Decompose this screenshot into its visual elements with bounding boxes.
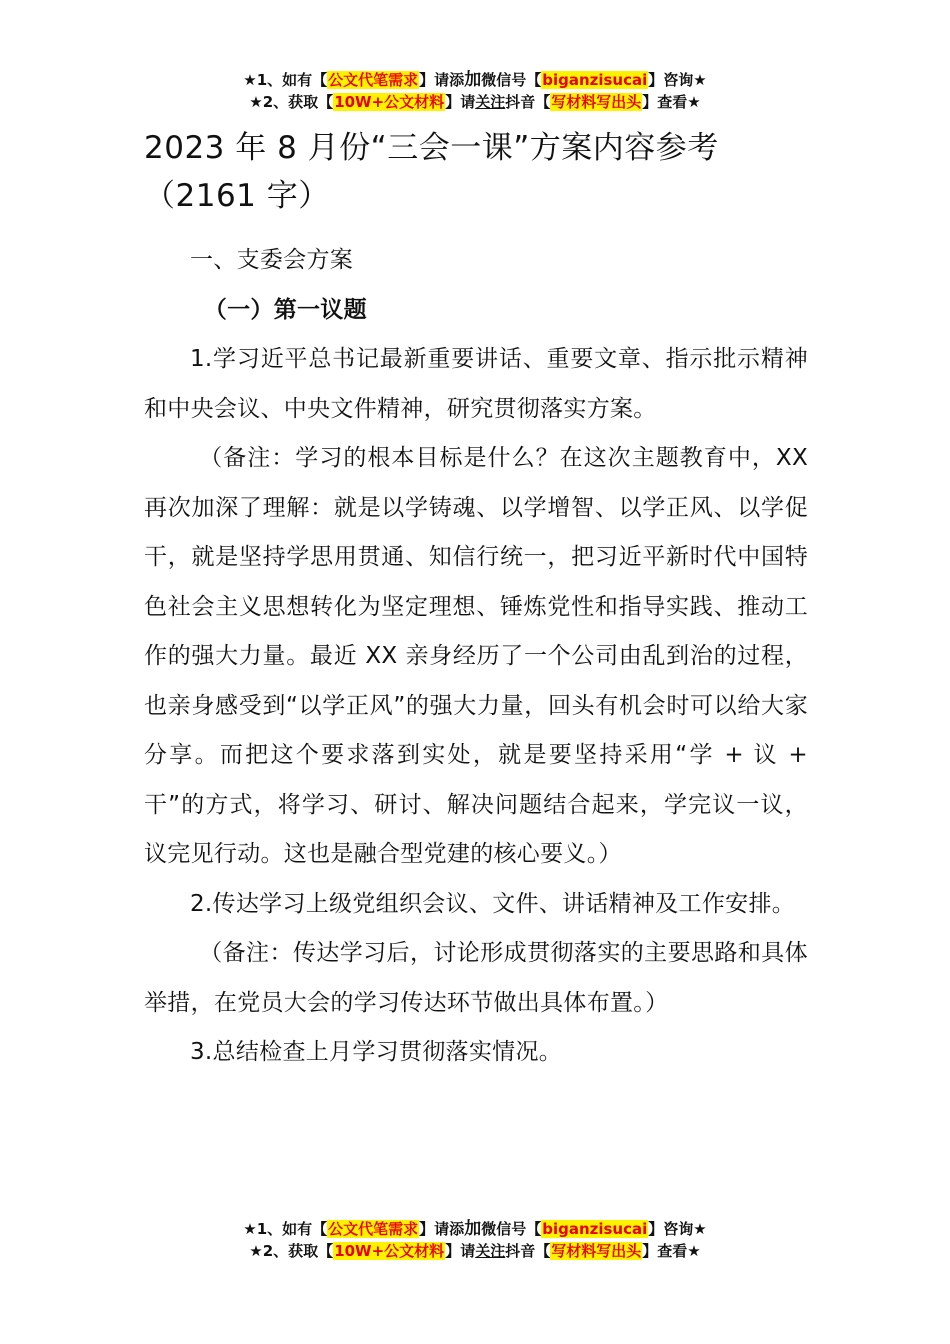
promo-line-2: [0, 91, 950, 113]
promo-highlight: 写材料写出头: [551, 1242, 642, 1260]
promo-text: 抖音【: [505, 1242, 551, 1260]
promo-text: 】请: [445, 1242, 476, 1260]
promo-text: 】咨询★: [648, 71, 707, 89]
promo-text: 微信号【: [481, 1220, 542, 1238]
promo-text: ★2、获取【: [249, 93, 334, 111]
promo-text: 抖音【: [505, 93, 551, 111]
document-body: [144, 124, 808, 1078]
promo-banner-bottom: [0, 1218, 950, 1262]
promo-text: 关注: [475, 1242, 506, 1260]
promo-highlight: 公文代笔需求: [328, 71, 419, 89]
promo-text: 】请: [445, 93, 476, 111]
promo-text: 关注: [475, 93, 506, 111]
promo-highlight: 10W+公文材料: [334, 93, 445, 111]
promo-text: ★2、获取【: [249, 1242, 334, 1260]
title-line-2: （2161 字）: [144, 178, 330, 214]
agenda-item-2: 2.传达学习上级党组织会议、文件、讲话精神及工作安排。: [190, 890, 796, 917]
promo-text: 加: [464, 70, 482, 90]
agenda-item-1: 1.学习近平总书记最新重要讲话、重要文章、指示批示精神和中央会议、中央文件精神，研究贯彻落实方案。: [144, 346, 808, 422]
promo-text: 】请添: [419, 1220, 465, 1238]
note-2: （备注：传达学习后，讨论形成贯彻落实的主要思路和具体举措，在党员大会的学习传达环节做出具体布置。）: [144, 940, 808, 1016]
promo-text: 加: [464, 1219, 482, 1239]
promo-highlight: 写材料写出头: [551, 93, 642, 111]
promo-text: 微信号【: [481, 71, 542, 89]
promo-line-1: [0, 1218, 950, 1240]
promo-banner-top: [0, 69, 950, 113]
promo-highlight: 10W+公文材料: [334, 1242, 445, 1260]
promo-highlight: biganzisucai: [542, 71, 648, 89]
subsection-heading: （一）第一议题: [203, 296, 367, 323]
promo-text: 】查看★: [642, 1242, 701, 1260]
section-heading: 一、支委会方案: [190, 247, 354, 273]
promo-text: ★1、如有【: [243, 1220, 328, 1238]
promo-highlight: biganzisucai: [542, 1220, 648, 1238]
document-title: [144, 124, 808, 220]
agenda-item-3: 3.总结检查上月学习贯彻落实情况。: [190, 1039, 563, 1065]
promo-line-2: [0, 1240, 950, 1262]
promo-line-1: [0, 69, 950, 91]
promo-text: 】查看★: [642, 93, 701, 111]
promo-highlight: 公文代笔需求: [328, 1220, 419, 1238]
promo-text: 】咨询★: [648, 1220, 707, 1238]
promo-text: ★1、如有【: [243, 71, 328, 89]
promo-text: 】请添: [419, 71, 465, 89]
title-line-1: 2023 年 8 月份“三会一课”方案内容参考: [144, 130, 719, 166]
note-1: （备注：学习的根本目标是什么？在这次主题教育中，XX 再次加深了理解：就是以学铸魂、以学增智、以学正风、以学促干，就是坚持学思用贯通、知信行统一，把习近平新时代中国特色社会主义思想转化为坚定理想、锤炼党性和指导实践、推动工作的强大力量。最近 XX 亲身经历了一个公司由乱到治的过程，也亲身感受到“以学正风”的强大力量，回头有机会时可以给大家分享。而把这个要求落到实处，就是要坚持采用“学 + 议 + 干”的方式，将学习、研讨、解决问题结合起来，学完议一议，议完见行动。这也是融合型党建的核心要义。）: [144, 445, 808, 867]
